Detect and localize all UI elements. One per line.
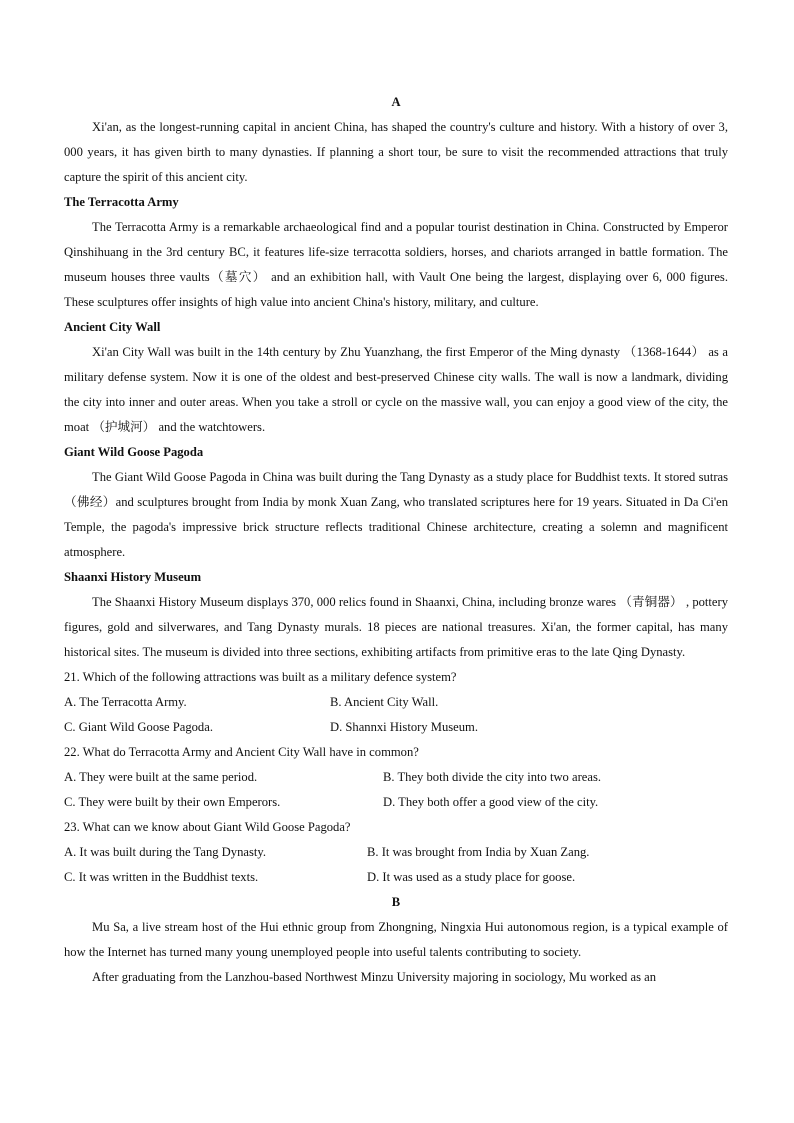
option-23-a: A. It was built during the Tang Dynasty. — [64, 845, 266, 859]
option-22-c: C. They were built by their own Emperors. — [64, 795, 281, 809]
question-22-stem: 22. What do Terracotta Army and Ancient City Wall have in common? — [64, 745, 419, 759]
passage-b-paragraph-2: After graduating from the Lanzhou-based Northwest Minzu University majoring in sociology, Mu worked as an — [92, 970, 657, 984]
passage-a-intro: Xi'an, as the longest-running capital in ancient China, has shaped the country's culture and history. With a history of over 3, 000 years, it has given birth to many dynasties. If planning a short tour, be sure to visit the recommended attractions that truly capture the spirit of this ancient city. — [64, 120, 728, 184]
section-title-museum: Shaanxi History Museum — [64, 570, 202, 584]
option-23-b: B. It was brought from India by Xuan Zang. — [367, 845, 590, 859]
question-21-options-row-1 — [64, 690, 728, 715]
option-22-b: B. They both divide the city into two areas. — [383, 770, 602, 784]
section-title-city-wall: Ancient City Wall — [64, 320, 161, 334]
question-23-options-row-1 — [64, 840, 728, 865]
section-text-museum: The Shaanxi History Museum displays 370, 000 relics found in Shaanxi, China, including bronze wares （青铜器） , pottery figures, gold and silverwares, and Tang Dynasty murals. 18 pieces are national treasures. Xi'an, the former capital, has many historical sites. The museum is divided into three sections, exhibiting artifacts from primitive eras to the late Qing Dynasty. — [64, 595, 728, 659]
section-text-city-wall: Xi'an City Wall was built in the 14th century by Zhu Yuanzhang, the first Emperor of the Ming dynasty （1368-1644） as a military defense system. Now it is one of the oldest and best-preserved Chinese city walls. The wall is now a landmark, dividing the city into inner and outer areas. When you take a stroll or cycle on the massive wall, you can enjoy a good view of the city, the moat （护城河） and the watchtowers. — [64, 345, 728, 434]
question-23-options-row-2 — [64, 865, 728, 890]
option-22-a: A. They were built at the same period. — [64, 770, 258, 784]
question-21-stem: 21. Which of the following attractions was built as a military defence system? — [64, 670, 457, 684]
question-23-stem: 23. What can we know about Giant Wild Goose Pagoda? — [64, 820, 351, 834]
option-21-a: A. The Terracotta Army. — [64, 695, 187, 709]
option-23-d: D. It was used as a study place for goose. — [367, 870, 576, 884]
section-text-pagoda: The Giant Wild Goose Pagoda in China was built during the Tang Dynasty as a study place for Buddhist texts. It stored sutras（佛经）and sculptures brought from India by monk Xuan Zang, who translated scriptures here for 19 years. Situated in Da Ci'en Temple, the pagoda's impressive brick structure reflects traditional Chinese architecture, creating a solemn and magnificent atmosphere. — [64, 470, 728, 559]
question-21-options-row-2 — [64, 715, 728, 740]
section-title-pagoda: Giant Wild Goose Pagoda — [64, 445, 204, 459]
option-21-c: C. Giant Wild Goose Pagoda. — [64, 720, 213, 734]
option-21-b: B. Ancient City Wall. — [330, 695, 439, 709]
option-22-d: D. They both offer a good view of the city. — [383, 795, 599, 809]
section-title-terracotta: The Terracotta Army — [64, 195, 179, 209]
question-22-options-row-1 — [64, 765, 728, 790]
passage-b-paragraph-1: Mu Sa, a live stream host of the Hui ethnic group from Zhongning, Ningxia Hui autonomous region, is a typical example of how the Internet has turned many young unemployed people into useful talents contributing to society. — [64, 920, 728, 959]
option-21-d: D. Shannxi History Museum. — [330, 720, 478, 734]
passage-a-letter: A — [391, 95, 401, 109]
section-text-terracotta: The Terracotta Army is a remarkable archaeological find and a popular tourist destination in China. Constructed by Emperor Qinshihuang in the 3rd century BC, it features life-size terracotta soldiers, horses, and chariots arranged in battle formation. The museum houses three vaults（墓穴） and an exhibition hall, with Vault One being the largest, displaying over 6, 000 figures. These sculptures offer insights of high value into ancient China's history, military, and culture. — [64, 220, 728, 309]
option-23-c: C. It was written in the Buddhist texts. — [64, 870, 259, 884]
question-22-options-row-2 — [64, 790, 728, 815]
passage-b-letter: B — [391, 895, 401, 909]
